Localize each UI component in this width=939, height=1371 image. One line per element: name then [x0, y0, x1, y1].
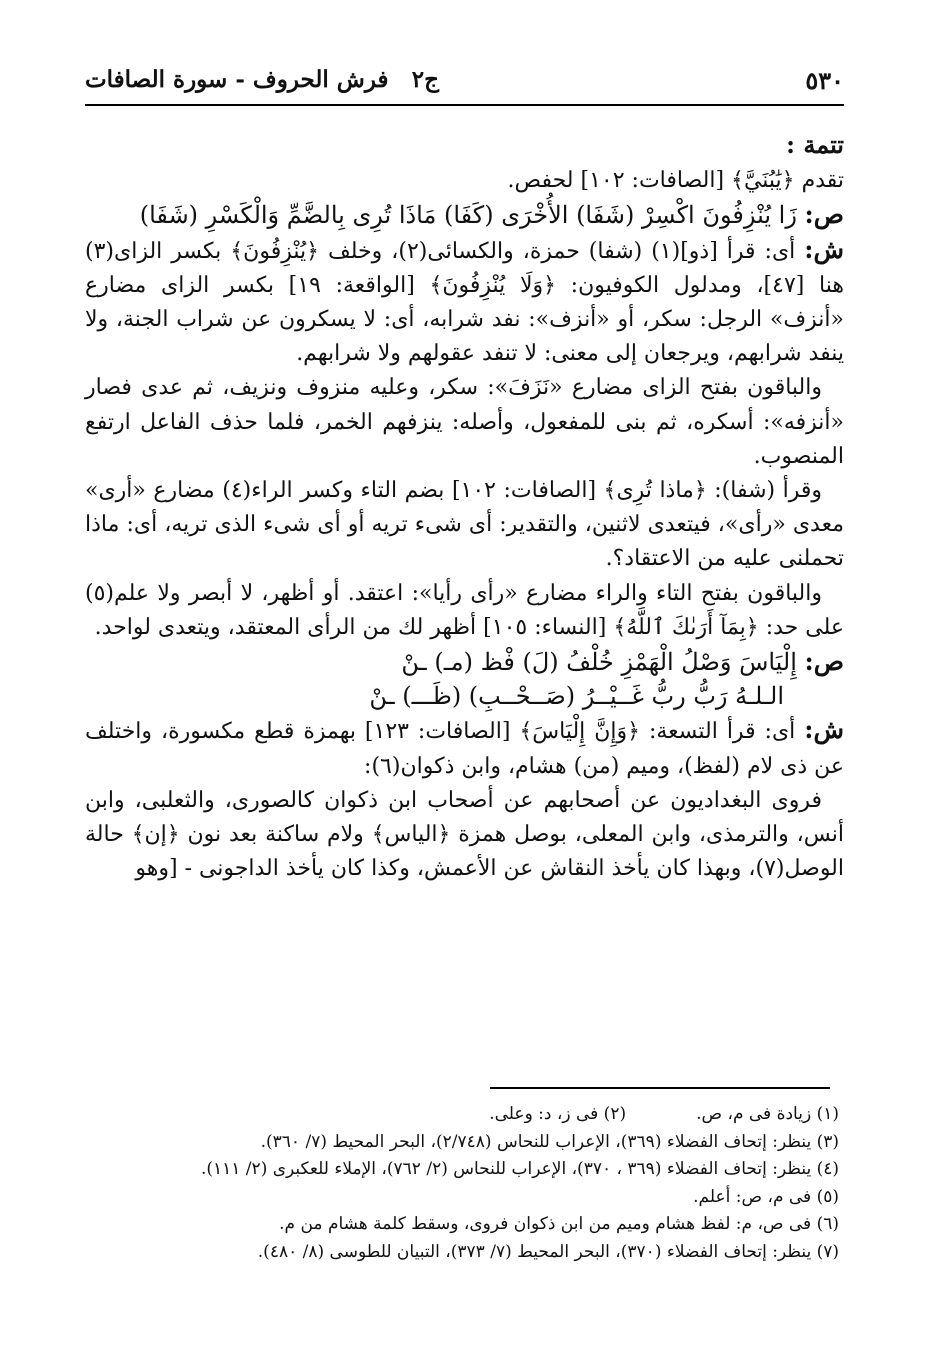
verse-line-2b: الـلـهُ رَبُّ ربُّ غَــيْــرُ (صَــحْــبِ) (ظَـــ) ـنْ [369, 682, 784, 711]
verse-text: زَا يُنْزِفُونَ اكْسِرْ (شَفَا) الأُخْرَى (كَفَا) مَاذَا تُرِى بِالضَّمِّ وَالْكَسْرِ (شَفَا) [139, 201, 797, 230]
footnote-3: (٣) ينظر: إتحاف الفضلاء (٣٦٩)، الإعراب للنحاس (٢/٧٤٨)، البحر المحيط (٧/ ٣٦٠). [260, 1131, 839, 1152]
running-header [85, 62, 844, 102]
commentary-marker: ش: [804, 234, 845, 264]
footnote-6: (٦) فى ص، م: لفظ هشام وميم من ابن ذكوان فروى، وسقط كلمة هشام من م. [279, 1214, 839, 1234]
commentary-paragraph-2 [85, 713, 844, 783]
verse-line [85, 198, 844, 232]
footnote-4: (٤) ينظر: إتحاف الفضلاء (٣٦٩ ، ٣٧٠)، الإعراب للنحاس (٢/ ٧٦٢)، الإملاء للعكبرى (٢/ ١١١). [200, 1159, 839, 1179]
page-number: ٥٣٠ [805, 66, 844, 95]
commentary-paragraph [85, 233, 844, 372]
verse-text-2a: إِلْيَاسَ وَصْلُ الْهَمْزِ خُلْفُ (لَ) فْظ (مـ) ـنْ [401, 648, 797, 677]
footnote-row [120, 1101, 839, 1129]
verse-marker: ص: [804, 200, 844, 230]
footnote-5: (٥) فى م، ص: أعلم. [693, 1186, 839, 1207]
verse-marker-2: ص: [804, 647, 844, 677]
main-text [85, 128, 844, 886]
verse-line-2a [85, 645, 844, 679]
footnotes [120, 1101, 839, 1266]
footnote-1: (١) زيادة فى م، ص. [696, 1104, 839, 1124]
intro-paragraph: تقدم ﴿يَٰبُنَيَّ﴾ [الصافات: ١٠٢] لحفص. [507, 168, 844, 194]
commentary-text: أى: قرأ [ذو](١) (شفا) حمزة، والكسائى(٢)، وخلف ﴿يُنْزِفُونَ﴾ بكسر الزاى(٣) هنا [٤٧]، ومدلول الكوفيون: ﴿وَلَا يُنْزِفُونَ﴾ [الواقعة: ١٩] بكسر الزاى مضارع «أنزف» الرجل: سكر، أو «أنزف»: نفد شرابه، أى: لا يسكرون عن شراب الجنة، ولا ينفد شرابهم، ويرجعان إلى معنى: لا تنفد عقولهم ولا شرابهم. [85, 238, 844, 367]
volume-label: ج٢ [411, 66, 439, 93]
commentary-marker-2: ش: [804, 715, 844, 745]
header-divider [85, 104, 844, 106]
footnote-2: (٢) فى ز، د: وعلى. [489, 1104, 627, 1124]
paragraph-farawa: فروى البغداديون عن أصحابهم عن أصحاب ابن ذكوان كالصورى، والثعلبى، وابن أنس، والترمذى، وابن المعلى، بوصل همزة ﴿الياس﴾ ولام ساكنة بعد نون ﴿إن﴾ حالة الوصل(٧)، وبهذا كان يأخذ النقاش عن الأعمش، وكذا كان يأخذ الداجونى - [وهو [85, 787, 844, 882]
footnote-divider [490, 1087, 830, 1089]
paragraph-baqun-2: والباقون بفتح التاء والراء مضارع «رأى رأيا»: اعتقد. أو أظهر، لا أبصر ولا علم(٥) على حد: ﴿بِمَآ أَرَىٰكَ ٱللَّهُ﴾ [النساء: ١٠٥] أظهر لك من الرأى المعتقد، ويتعدى لواحد. [85, 580, 844, 640]
paragraph-qara: وقرأ (شفا): ﴿ماذا تُرِى﴾ [الصافات: ١٠٢] بضم التاء وكسر الراء(٤) مضارع «أرى» معدى «رأى»، فيتعدى لاثنين، والتقدير: أى شىء تريه أو أى شىء الذى تريه، أى: ماذا تحملنى عليه من الاعتقاد؟. [85, 478, 844, 572]
commentary-text-2: أى: قرأ التسعة: ﴿وَإِنَّ إِلْيَاسَ﴾ [الصافات: ١٢٣] بهمزة قطع مكسورة، واختلف عن ذى لام (لفظ)، وميم (من) هشام، وابن ذكوان(٦): [85, 719, 844, 779]
section-heading: تتمة : [786, 130, 844, 159]
running-title: فرش الحروف - سورة الصافات [85, 66, 389, 93]
footnote-7: (٧) ينظر: إتحاف الفضلاء (٣٧٠)، البحر المحيط (٧/ ٣٧٣)، التبيان للطوسى (٨/ ٤٨٠). [257, 1241, 839, 1262]
paragraph-baqun-1: والباقون بفتح الزاى مضارع «نَزَفَ»: سكر، وعليه منزوف ونزيف، ثم عدى فصار «أنزفه»: أسكره، ثم بنى للمفعول، وأصله: ينزفهم الخمر، فلما حذف الفاعل ارتفع المنصوب. [85, 375, 844, 469]
